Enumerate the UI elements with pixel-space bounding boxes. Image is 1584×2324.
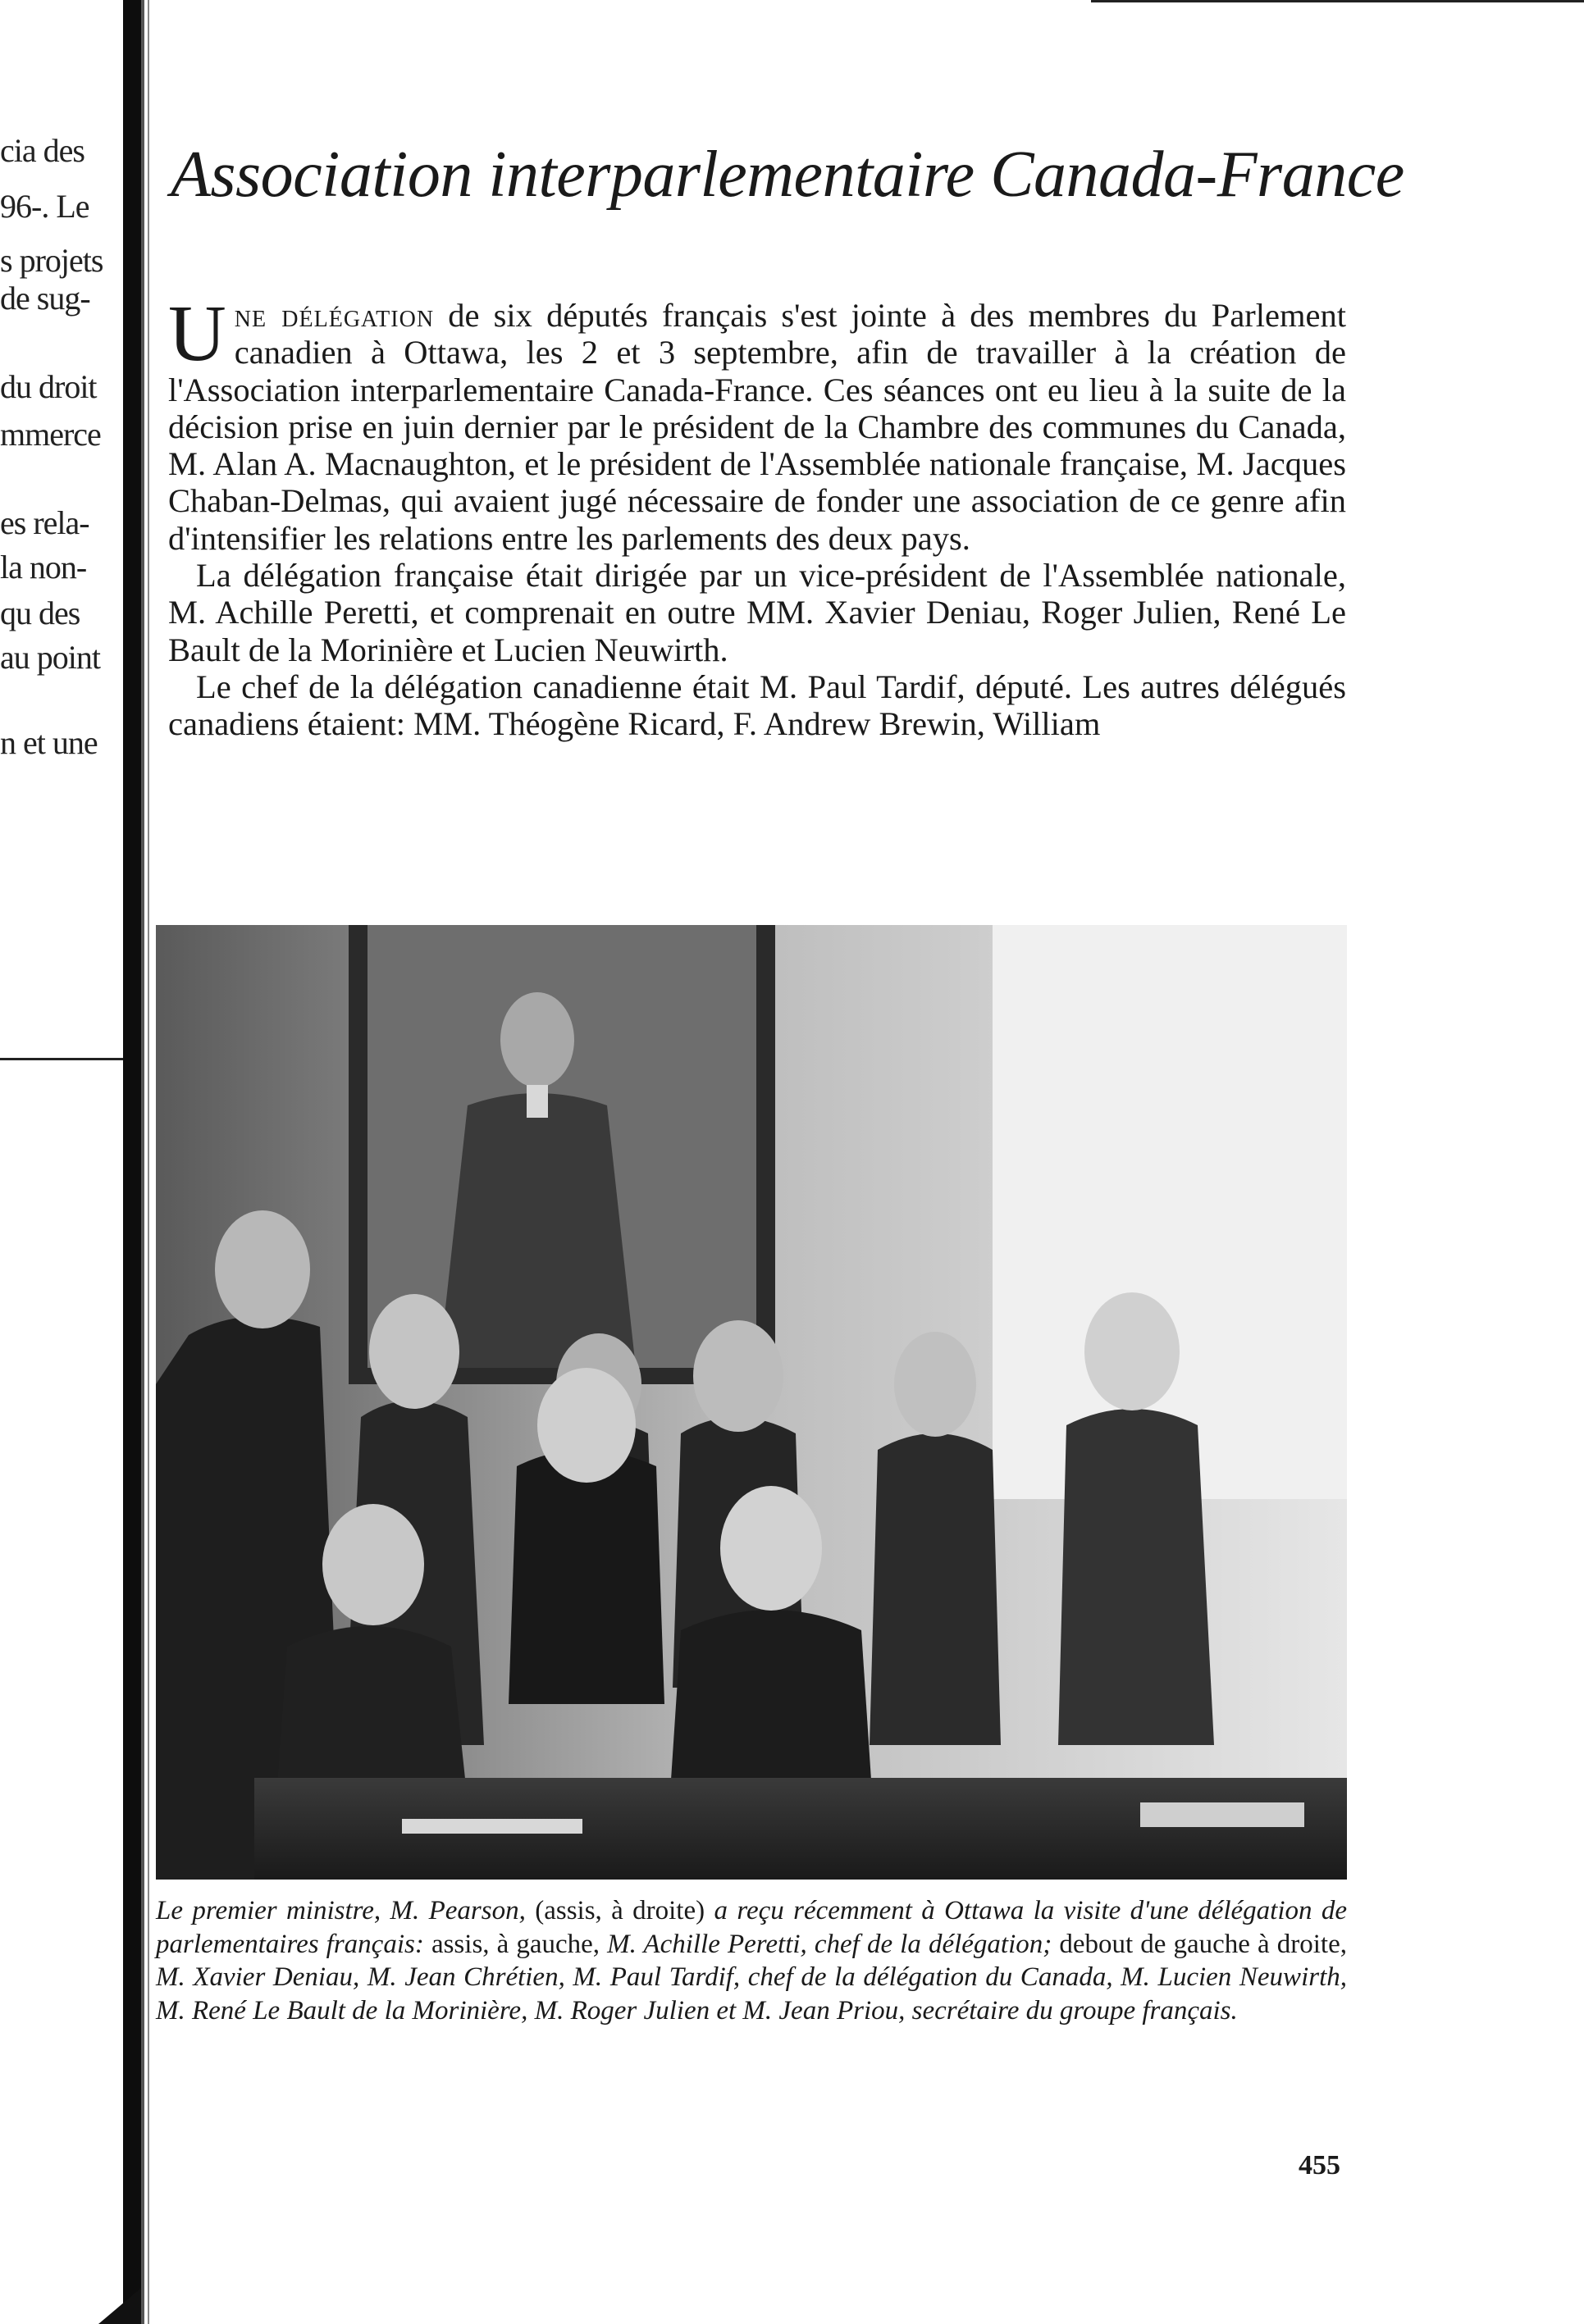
paragraph-1-text: de six députés français s'est jointe à des membres du Parlement canadien à Ottawa, les 2 et 3 septembre, afin de travailler à la création de l'Association interparlementaire Canada-France. Ces séances ont eu lieu à la suite de la décision prise en juin dernier par le président de la Chambre des communes du Canada, M. Alan A. Macnaughton, et le président de l'Assemblée nationale française, M. Jacques Chaban-Delmas, qui avaient jugé nécessaire de fonder une association de ce genre afin d'intensifier les relations entre les parlements des deux pays. (168, 297, 1346, 557)
caption-part: (assis, à droite) (525, 1896, 714, 1925)
margin-fragment: 96-. Le (0, 188, 89, 225)
group-photograph (156, 925, 1347, 1880)
page-number: 455 (1299, 2150, 1340, 2180)
photo-caption (156, 1894, 1347, 2027)
margin-fragment: s projets (0, 242, 103, 279)
caption-part: debout de gauche à droite, (1052, 1929, 1348, 1959)
margin-fragment: la non- (0, 549, 87, 586)
drop-cap: U (168, 289, 226, 378)
article-body (168, 289, 1346, 743)
paragraph-3: Le chef de la délégation canadienne était M. Paul Tardif, député. Les autres délégués canadiens étaient: MM. Théogène Ricard, F. Andrew Brewin, William (168, 668, 1346, 743)
caption-part: M. Achille Peretti, chef de la délégation; (607, 1929, 1052, 1959)
caption-part: M. Xavier Deniau, M. Jean Chrétien, M. Paul Tardif, chef de la délégation du Canada, M. Lucien Neuwirth, M. René Le Bault de la Morinière, M. Roger Julien et M. Jean Priou, secrétaire du groupe français. (156, 1962, 1347, 2026)
paragraph-1 (168, 289, 1346, 557)
article-title: Association interparlementaire Canada-France (171, 139, 1404, 211)
margin-fragment: de sug- (0, 280, 90, 317)
margin-fragment: du droit (0, 368, 97, 405)
lead-in: ne délégation (234, 297, 435, 334)
previous-page-column (0, 0, 123, 1058)
caption-part: Le premier ministre, M. Pearson, (156, 1896, 526, 1925)
margin-fragment: qu des (0, 595, 80, 631)
margin-fragment: au point (0, 639, 100, 676)
margin-fragment: mmerce (0, 416, 101, 453)
top-rule (1091, 0, 1584, 2)
margin-fragment: es rela- (0, 504, 89, 541)
caption-part: a reçu récemment à Ottawa la visite d'une délégation de parlementaires français: (156, 1896, 1347, 1959)
margin-fragment: cia des (0, 132, 84, 169)
margin-fragment: n et une (0, 724, 98, 761)
paragraph-2: La délégation française était dirigée par un vice-président de l'Assemblée nationale, M. Achille Peretti, et comprenait en outre MM. Xavier Deniau, Roger Julien, René Le Bault de la Morinière et Lucien Neuwirth. (168, 557, 1346, 668)
caption-part: assis, à gauche, (423, 1929, 608, 1959)
